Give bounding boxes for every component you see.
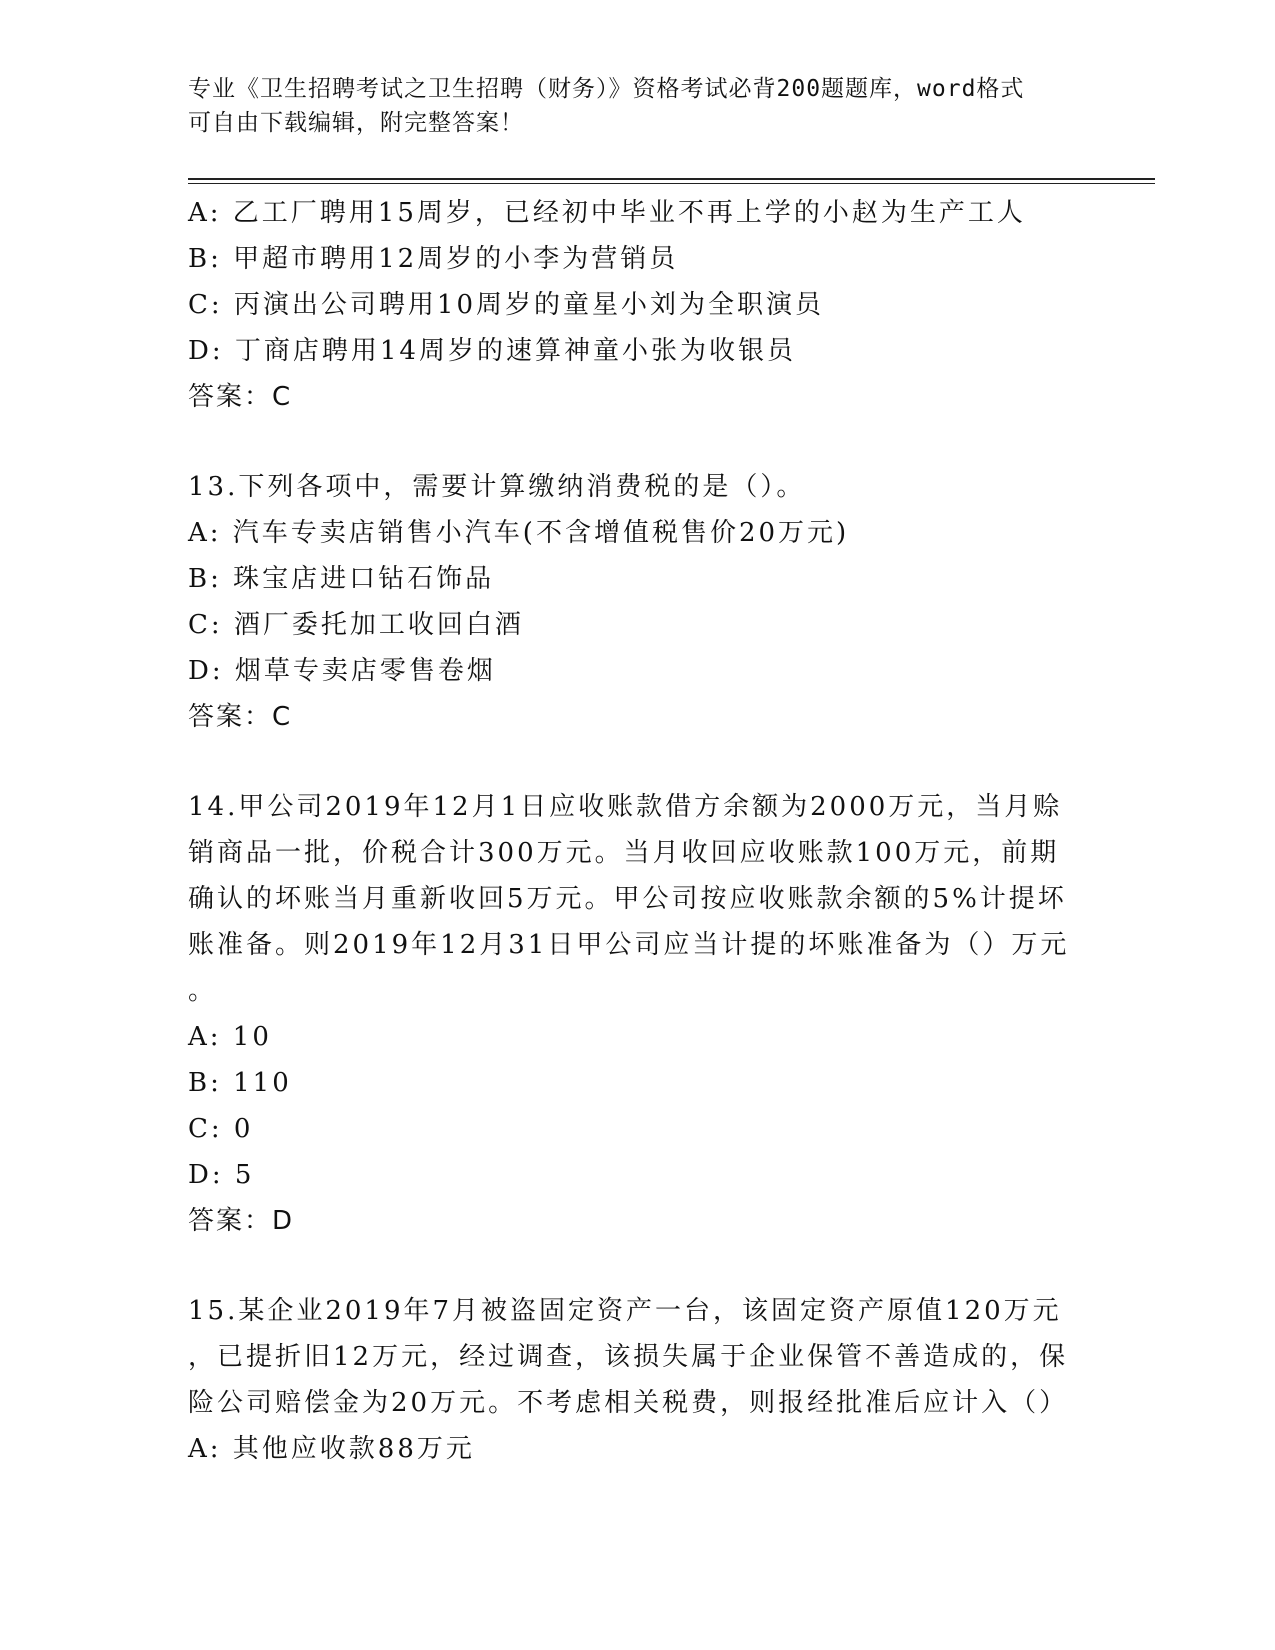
document-header <box>188 72 1068 140</box>
question-stem-line: ，已提折旧12万元，经过调查，该损失属于企业保管不善造成的，保 <box>188 1342 1069 1372</box>
answer: 答案：D <box>188 1206 295 1236</box>
option-b: B: 甲超市聘用12周岁的小李为营销员 <box>188 244 679 274</box>
header-divider-thick <box>188 178 1155 180</box>
option-b: B: 珠宝店进口钻石饰品 <box>188 564 495 594</box>
question-stem-line: 险公司赔偿金为20万元。不考虑相关税费，则报经批准后应计入（） <box>188 1388 1069 1418</box>
header-divider-thin <box>188 183 1155 184</box>
question-stem-line: 销商品一批，价税合计300万元。当月收回应收账款100万元，前期 <box>188 838 1060 868</box>
option-c: C: 0 <box>188 1114 254 1144</box>
option-b: B: 110 <box>188 1068 292 1098</box>
question-12 <box>188 190 1088 420</box>
answer: 答案：C <box>188 382 293 412</box>
question-13 <box>188 464 1088 740</box>
question-stem-line: 15.某企业2019年7月被盗固定资产一台，该固定资产原值120万元 <box>188 1296 1062 1326</box>
spacer <box>188 1244 1088 1288</box>
option-a: A: 汽车专卖店销售小汽车(不含增值税售价20万元) <box>188 518 850 548</box>
question-stem-line: 。 <box>188 976 218 1006</box>
option-d: D: 烟草专卖店零售卷烟 <box>188 656 496 686</box>
header-line-1: 专业《卫生招聘考试之卫生招聘（财务）》资格考试必背200题题库，word格式 <box>188 76 1025 102</box>
option-d: D: 丁商店聘用14周岁的速算神童小张为收银员 <box>188 336 796 366</box>
question-stem-line: 账准备。则2019年12月31日甲公司应当计提的坏账准备为（）万元 <box>188 930 1070 960</box>
option-d: D: 5 <box>188 1160 255 1190</box>
option-a: A: 其他应收款88万元 <box>188 1434 475 1464</box>
question-stem-line: 确认的坏账当月重新收回5万元。甲公司按应收账款余额的5%计提坏 <box>188 884 1067 914</box>
question-stem: 13.下列各项中，需要计算缴纳消费税的是（）。 <box>188 472 806 502</box>
question-14 <box>188 784 1088 1244</box>
option-a: A: 10 <box>188 1022 272 1052</box>
question-stem-line: 14.甲公司2019年12月1日应收账款借方余额为2000万元，当月赊 <box>188 792 1063 822</box>
spacer <box>188 740 1088 784</box>
header-line-2: 可自由下载编辑，附完整答案！ <box>188 110 524 136</box>
option-c: C: 丙演出公司聘用10周岁的童星小刘为全职演员 <box>188 290 825 320</box>
question-list <box>188 190 1088 1472</box>
answer: 答案：C <box>188 702 293 732</box>
option-a: A: 乙工厂聘用15周岁，已经初中毕业不再上学的小赵为生产工人 <box>188 198 1026 228</box>
question-15 <box>188 1288 1088 1472</box>
spacer <box>188 420 1088 464</box>
option-c: C: 酒厂委托加工收回白酒 <box>188 610 524 640</box>
